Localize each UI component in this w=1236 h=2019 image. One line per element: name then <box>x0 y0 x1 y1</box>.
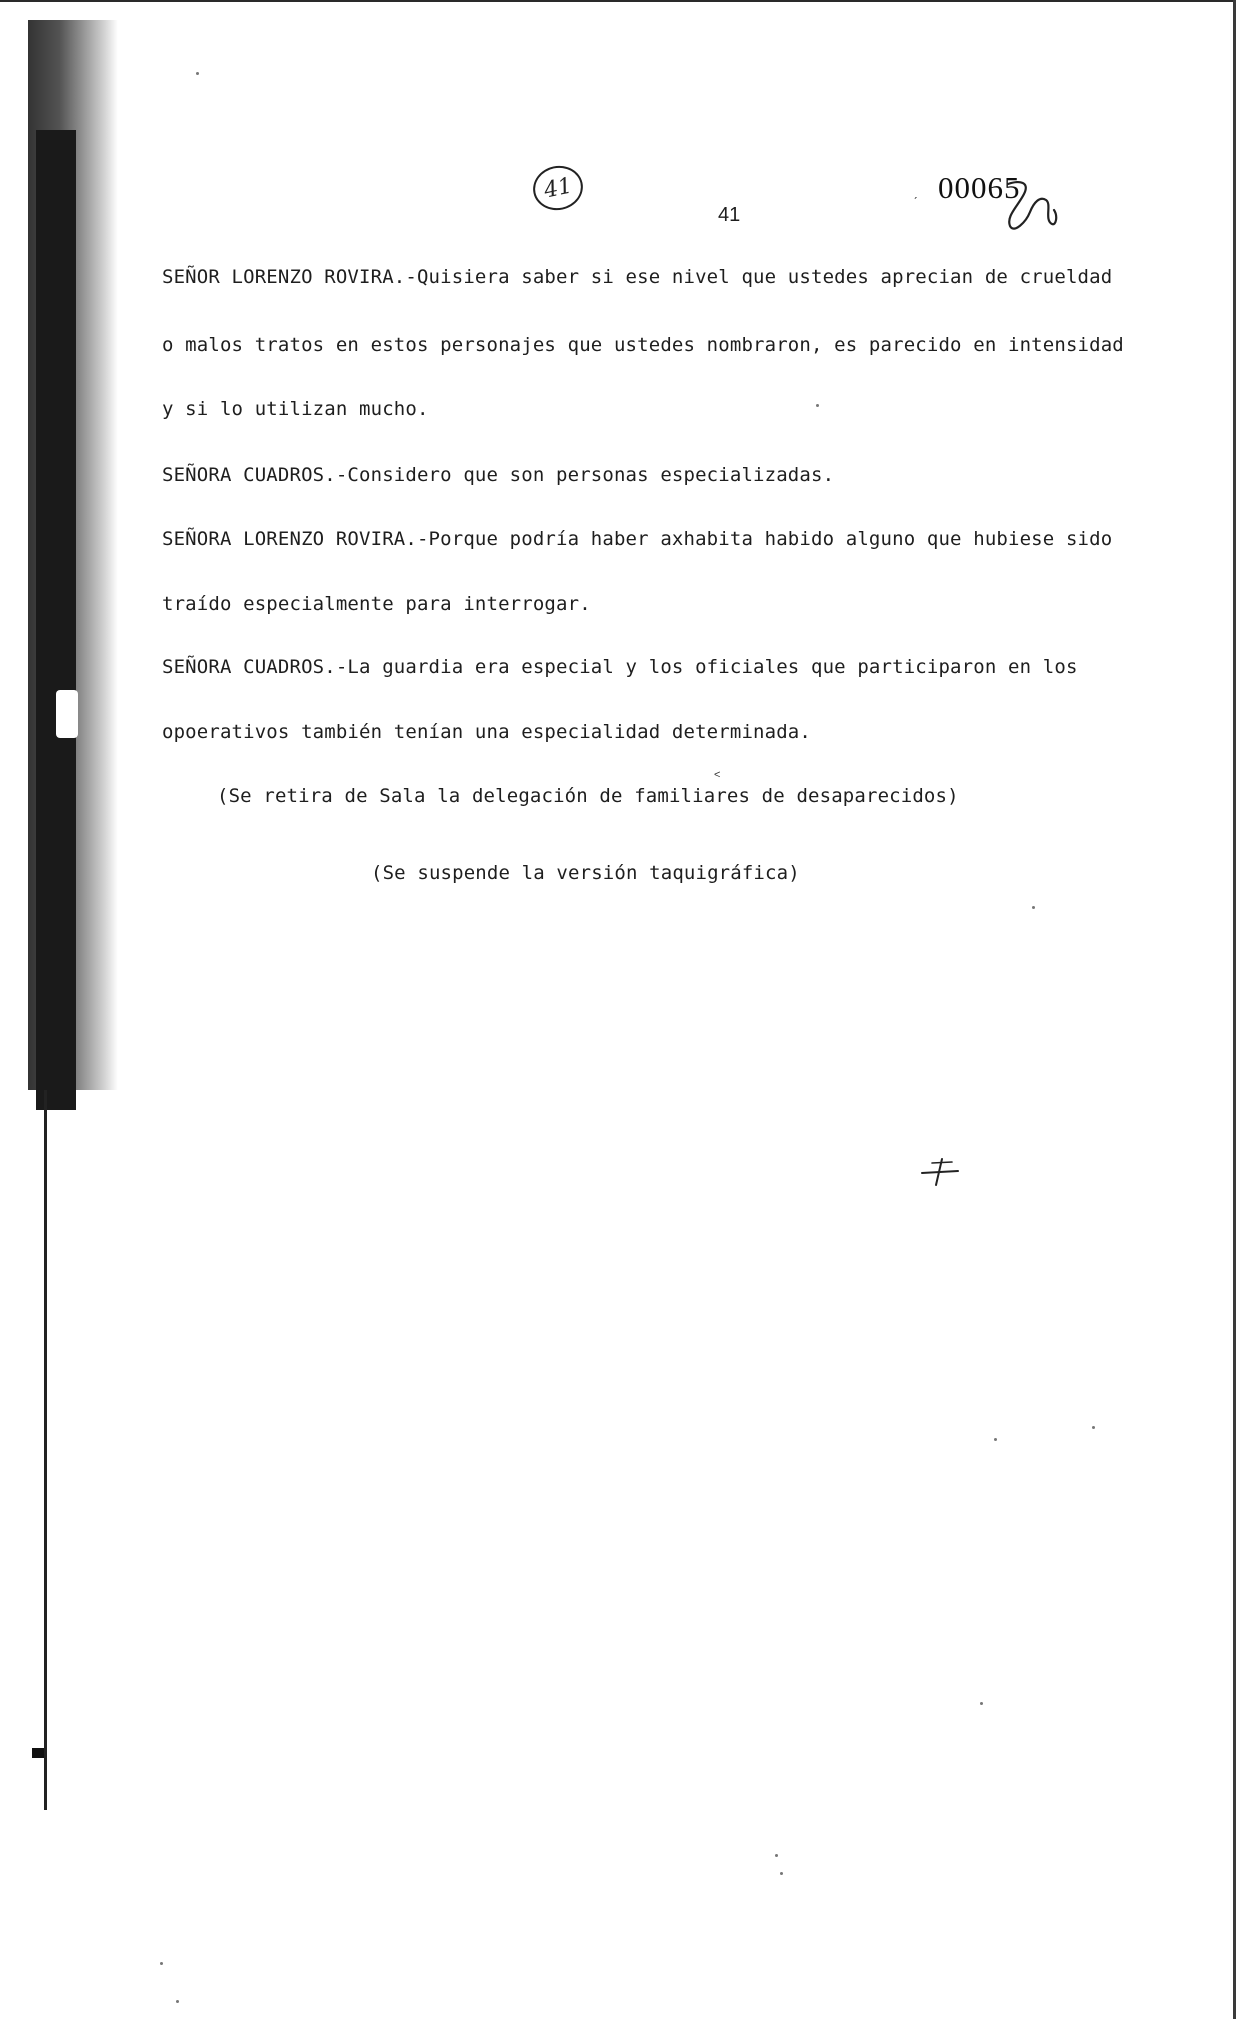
scan-binding-line <box>44 1090 47 1810</box>
stray-check-mark: ˂ <box>714 769 721 781</box>
stage-direction-withdrawal: (Se retira de Sala la delegación de familiares de desaparecidos) <box>217 785 959 807</box>
transcript-line-8: opoerativos también tenían una especialidad determinada. <box>162 721 811 743</box>
scan-speck <box>1092 1426 1095 1429</box>
transcript-line-2: o malos tratos en estos personajes que ustedes nombraron, es parecido en intensidad <box>162 334 1124 356</box>
folio-tick-mark: ˏ <box>913 183 918 199</box>
transcript-line-3: y si lo utilizan mucho. <box>162 398 429 420</box>
page-number: 41 <box>718 204 741 226</box>
transcript-line-5: SEÑORA LORENZO ROVIRA.-Porque podría haber axhabita habido alguno que hubiese sido <box>162 528 1113 550</box>
folio-stamp-number: 00065 <box>938 170 1021 205</box>
handwritten-initials-signature <box>1000 176 1062 236</box>
transcript-line-7: SEÑORA CUADROS.-La guardia era especial y los oficiales que participaron en los <box>162 656 1078 678</box>
scan-speck <box>160 1962 163 1965</box>
scan-speck <box>1032 906 1035 909</box>
scan-speck <box>980 1702 983 1705</box>
transcript-line-1: SEÑOR LORENZO ROVIRA.-Quisiera saber si ese nivel que ustedes aprecian de crueldad <box>162 266 1113 288</box>
stage-direction-suspension: (Se suspende la versión taquigráfica) <box>371 862 800 884</box>
scan-speck <box>994 1438 997 1441</box>
end-of-document-mark <box>918 1155 962 1189</box>
stamp-text: 41 <box>541 172 575 204</box>
scan-speck <box>775 1854 778 1857</box>
scan-speck <box>780 1872 783 1875</box>
scan-top-edge <box>0 0 1236 2</box>
transcript-line-6: traído especialmente para interrogar. <box>162 593 591 615</box>
scan-speck <box>816 404 819 407</box>
scan-binding-dark-band <box>36 130 76 1110</box>
scan-speck <box>176 2000 179 2003</box>
scan-binding-notch <box>56 690 78 738</box>
transcript-line-4: SEÑORA CUADROS.-Considero que son personas especializadas. <box>162 464 835 486</box>
scan-binding-mark <box>32 1748 44 1758</box>
scan-speck <box>196 72 199 75</box>
handwritten-circled-page-number <box>529 161 587 214</box>
